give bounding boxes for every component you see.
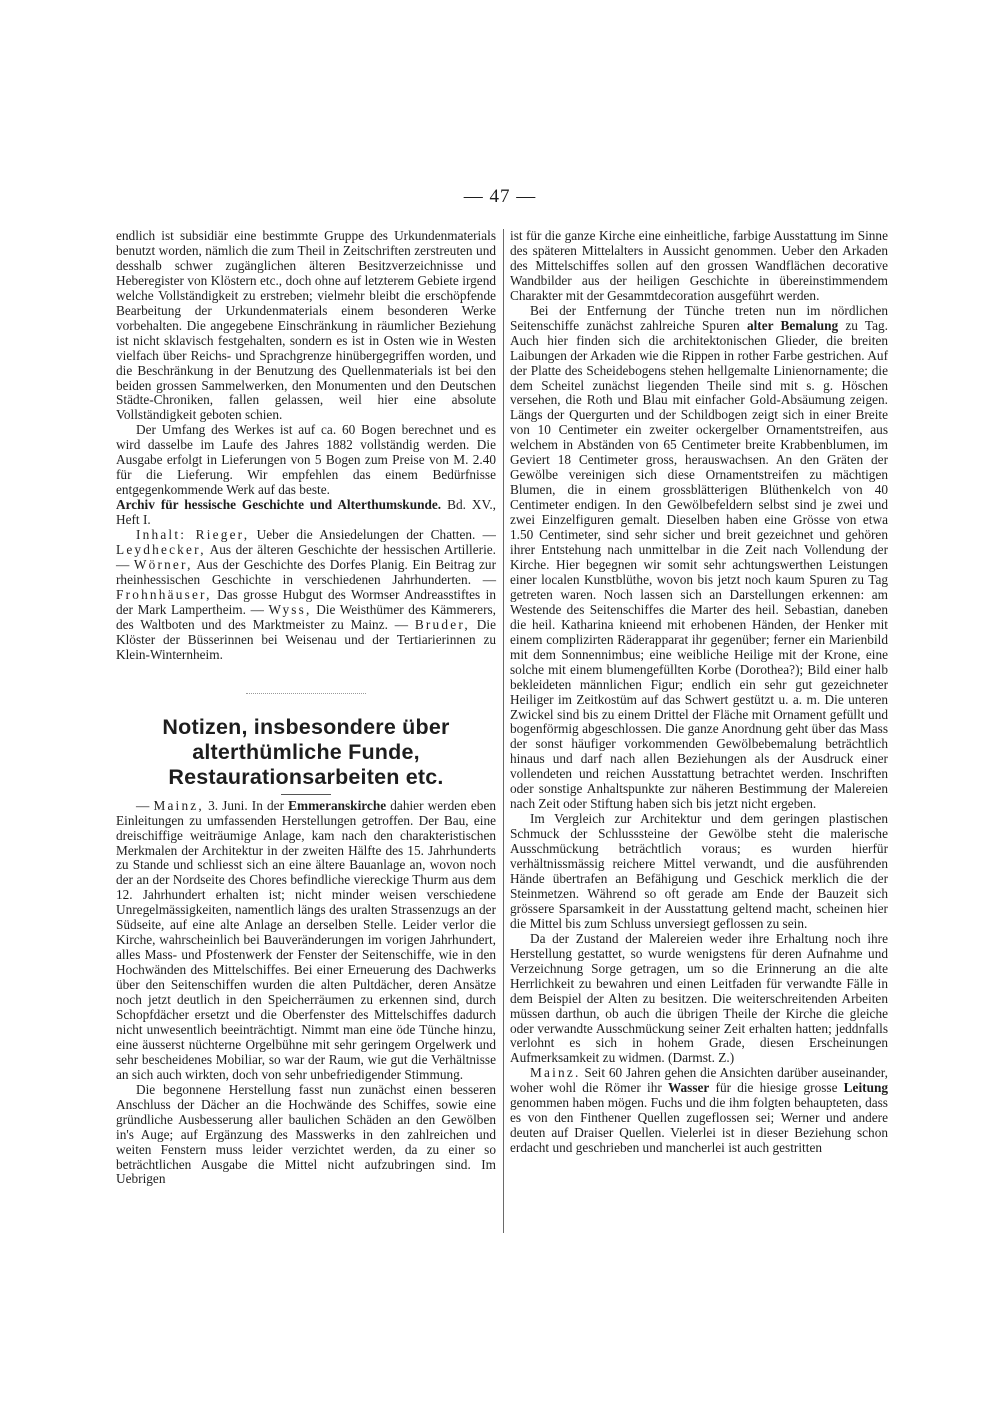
heading-rule xyxy=(281,794,331,795)
wasser-text-2: für die hiesige grosse xyxy=(709,1080,844,1096)
author-rieger: Rieger, xyxy=(186,527,250,543)
author-wyss: Wyss, xyxy=(268,601,312,617)
left-column xyxy=(116,229,496,1187)
tuenche-text-2: zu Tag. Auch hier finden sich die architektonischen Glieder, die breiten Laibungen der Arkaden wie die Rippen in rother Farbe gestrichen. Auf der Platte des Scheidebogens stehen hellgemalte Linienornamente; die dem Scheitel zunächst liegenden Theile sind mit s. g. Höschen versehen, die Roth und Blau mit einfacher Gold-Absäumung zeigen. Längs der Quergurten und der Schildbogen zeigt sich in einer Breite von 10 Centimeter ein zweiter ockergelber Ornamentstreifen, aus welchem in Abständen von 65 Centimeter breite Krabbenblumen, im Geviert 18 Centimeter gross, herauswachsen. An den Gräten der Gewölbe vereinigen sich diese Ornamentstreifen zu mächtigen Blumen, die in einem grossblätterigen Blüthenkelch von 40 Centimeter endigen. In den Gewölbefeldern selbst sind je zwei und zwei Einzelfiguren gemalt. Dieselben haben eine Grösse von etwa 1.50 Centimeter, sind sehr sicher und breit gezeichnet und gehören ihrer Entstehung nach unmittelbar in die Zeit nach Vollendung der Kirche. Hier begegnen wir somit sehr achtungswerthen Leistungen einer localen Kunstblüthe, wovon bis jetzt noch kaum Spuren zu Tag getreten waren. Noch lassen sich an Darstellungen erkennen: am Westende des Seitenschiffes die Marter des heil. Sebastian, daneben die heil. Katharina knieend mit erhobenen Händen, der Henker mit einem complizirten Räderapparat ihr gegenüber; ferner ein Marienbild mit dem Sonnennimbus; eine weibliche Heilige mit der Krone, eine solche mit einem blumengefüllten Korbe (Dorothea?); Bild einer halb bekleideten männlichen Figur; endlich ein sehr gut gezeichneter Heiliger im Zeitkostüm auf das Schwert gestützt u. a. m. Die unteren Zwickel sind bis zu einem Drittel der Fläche mit Ornament gefüllt und bogenförmig abgeschlossen. Die ganze Anordnung geht über das Mass der sonst häufiger vorkommenden Gewölbebemalung beträchtlich hinaus und darf nach allen Beziehungen als der Ausdruck einer vollendeten und reichen Ausstattung betrachtet werden. Inschriften oder sonstige Anhaltspunkte zur näheren Bestimmung der Malereien nach Zeit oder Stiftung haben sich bis jetzt nicht ergeben. xyxy=(510,317,888,812)
tuenche-paragraph xyxy=(510,304,888,812)
inhalt-label: Inhalt: xyxy=(136,527,187,543)
page-number: — 47 — xyxy=(463,186,537,207)
wasser-text-3: genommen haben mögen. Fuchs und die ihm folgten behaupteten, dass es von den Finthener Quellen zugeflossen sei; Werner und andere deuten auf Draiser Quellen. Vielerlei ist in dieser Beziehung schon erdacht und geschrieben und mancherlei ist auch gestritten xyxy=(510,1095,888,1156)
intro-paragraph: endlich ist subsidiär eine bestimmte Gruppe des Urkundenmaterials benutzt worden, nämlich die zum Theil in Zeitschriften zerstreuten und desshalb schwer zugänglichen älteren Besitzverzeichnisse und Heberegister von Klöstern etc., doch ohne auf letzterem Gebiete irgend welche Vollständigkeit zu erstreben; vielmehr bleibt die erschöpfende Bearbeitung der Urkundenmaterials einem besonderen Werke vorbehalten. Die angegebene Einschränkung in räumlicher Beziehung ist nicht sklavisch festgehalten, sondern es ist in Osten wie in Westen vielfach über Reichs- und Sprachgrenze hinübergegriffen worden, und die Beschränkung in der Benutzung des Quellenmaterials ist bei den beiden grossen Sammelwerken, den Monumenten und den Deutschen Städte-Chroniken, fallen gelassen, weil hier eine absolute Vollständigkeit geboten schien. xyxy=(116,228,496,423)
vergleich-paragraph: Im Vergleich zur Architektur und dem geringen plastischen Schmuck der Schlusssteine der Gewölbe steht die malerische Ausschmückung beträchtlich voraus; es wurden hierfür verhältnissmässig reichere Mittel verwandt, und die ausführenden Hände übertrafen an Befähigung und Geschick merklich die der Steinmetzen. Während so oft gerade am Ende der Bauzeit sich grössere Sparsamkeit in der Ausstattung geltend macht, scheinen hier die Mittel bis zum Schluss unversiegt geflossen zu sein. xyxy=(510,811,888,931)
zustand-paragraph: Da der Zustand der Malereien weder ihre Erhaltung noch ihre Herstellung gestattet, so wurde wenigstens für deren Aufnahme und Verzeichnung Sorge getragen, um so die Erinnerung an die alte Herrlichkeit zu bewahren und einen Leitfaden für verwandte Fälle in dem Beispiel der Alten zu besitzen. Die weiterschreitenden Arbeiten müssen darthun, ob auch die übrigen Theile der Kirche die gleiche oder verwandte Ausschmückung seiner Zeit erhalten hatten; jeddnfalls verlohnt es sich in hohem Grade, diesen Erscheinungen Aufmerksamkeit zu widmen. (Darmst. Z.) xyxy=(510,930,888,1066)
wasser-place: Mainz. xyxy=(530,1065,581,1081)
author-bruder: Bruder, xyxy=(414,616,470,632)
mainz-report-paragraph xyxy=(116,799,496,1083)
inhalt-text-5: Die Weisthümer des Kämmerers, des Waltboten und des Marktmeister zu Mainz. — xyxy=(116,601,496,632)
continuation-paragraph: ist für die ganze Kirche eine einheitliche, farbige Ausstattung im Sinne des späteren Mittelalters in Aussicht genommen. Ueber den Arkaden des Mittelschiffes sollen auf den grossen Wandflächen decorative Wandbilder aus der heiligen Geschichte in übereinstimmendem Charakter mit der Gesammtdecoration ausgeführt werden. xyxy=(510,228,888,303)
report-church: Emmeranskirche xyxy=(288,797,387,813)
archiv-entry xyxy=(116,498,496,528)
inhalt-text-2: Aus der älteren Geschichte der hessischen Artillerie. — xyxy=(116,542,496,572)
wasser-text-1: Seit 60 Jahren gehen die Ansichten darüber auseinander, woher wohl die Römer ihr xyxy=(510,1065,888,1096)
umfang-paragraph: Der Umfang des Werkes ist auf ca. 60 Bogen berechnet und es wird dasselbe im Laufe des Jahres 1882 vollständig werden. Die Ausgabe erfolgt in Lieferungen von 5 Bogen zum Preise von M. 2.40 für die Lieferung. Wir empfehlen das einem Bedürfnisse entgegenkommende Werk auf das beste. xyxy=(116,422,496,498)
section-heading: Notizen, insbesondere über alterthümliche Funde, Restaurationsarbeiten etc. xyxy=(162,714,450,789)
inhalt-text-4: Das grosse Hubgut des Wormser Andreasstiftes in der Mark Lampertheim. — xyxy=(116,586,496,617)
author-frohnhaeuser: Frohnhäuser, xyxy=(116,586,212,602)
report-body: dahier werden eben Einleitungen zu umfassenden Herstellungen getroffen. Der Bau, eine dreischiffige weiträumige Anlage, kam nach den charakteristischen Merkmalen der Architektur in der zweiten Hälfte des 15. Jahrhunderts zu Stande und schliesst sich an eine ältere Bauanlage an, wovon noch der an der Nordseite des Chores befindliche viereckige Thurm aus dem 12. Jahrhundert erhalten ist; nicht minder weisen verschiedene Unregelmässigkeiten, namentlich längs des uralten Strassenzugs an der Südseite, auf eine alte Anlage an derselben Stelle. Leider verlor die Kirche, wahrscheinlich bei Bauveränderungen im vorigen Jahrhundert, alles Mass- und Pfostenwerk der Fenster der Seitenschiffe, wie in den Hochwänden des Mittelschiffes. Bei einer Erneuerung des Dachwerks über den Seitenschiffen wurden die alten Pultdächer, deren Ansätze noch jetzt deutlich in den Speicherräumen zu erkennen sind, durch Schopfdächer ersetzt und die Oberfenster des Mittelschiffes dadurch nicht unwesentlich beeinträchtigt. Nimmt man eine öde Tünche hinzu, eine äusserst nüchterne Orgelbühne mit sehr geringem Orgelwerk und sehr bescheidenes Mobiliar, so war der Raum, wie gut die Verhältnisse an sich auch wirkten, doch von sehr unbefriedigender Stimmung. xyxy=(116,797,496,1082)
report-dash: — xyxy=(136,797,154,813)
report-date: 3. Juni. In der xyxy=(203,797,289,813)
inhalt-text-3: Aus der Geschichte des Dorfes Planig. Ein Beitrag zur rheinhessischen Geschichte in verschiedenen Jahrhunderten. — xyxy=(116,556,496,587)
archiv-title: Archiv für hessische Geschichte und Alterthumskunde. xyxy=(116,497,442,513)
inhalt-entry xyxy=(116,528,496,663)
right-column xyxy=(510,229,888,1156)
author-leydhecker: Leydhecker, xyxy=(116,542,206,558)
tuenche-text-1: Bei der Entfernung der Tünche treten nun im nördlichen Seitenschiffe zunächst zahlreiche Spuren xyxy=(510,302,888,333)
archiv-volume: Bd. XV., Heft I. xyxy=(116,497,496,528)
inhalt-text-1: Ueber die Ansiedelungen der Chatten. — xyxy=(249,527,496,543)
leitung-bold: Leitung xyxy=(843,1080,889,1096)
section-separator xyxy=(116,683,496,693)
tuenche-bold: alter Bemalung xyxy=(746,317,839,333)
inhalt-text-6: Die Klöster der Büsserinnen bei Weisenau und der Tertiarierinnen zu Klein-Winternheim. xyxy=(116,616,496,662)
wasser-paragraph xyxy=(510,1066,888,1156)
author-woerner: Wörner, xyxy=(133,556,193,572)
column-divider xyxy=(503,229,504,1233)
wasser-bold: Wasser xyxy=(667,1080,710,1096)
herstellung-paragraph: Die begonnene Herstellung fasst nun zunächst einen besseren Anschluss der Dächer an die Hochwände des Schiffes, sowie eine gründliche Ausbesserung aller baulichen Schäden an den Gewölben in's Auge; auf Ergänzung des Masswerks in den zahlreichen und weiten Fenstern muss leider verzichtet werden, da zu einer so beträchtlichen Ausgabe die Mittel nicht aufzubringen sind. Im Uebrigen xyxy=(116,1081,496,1187)
report-place: Mainz, xyxy=(153,797,204,813)
